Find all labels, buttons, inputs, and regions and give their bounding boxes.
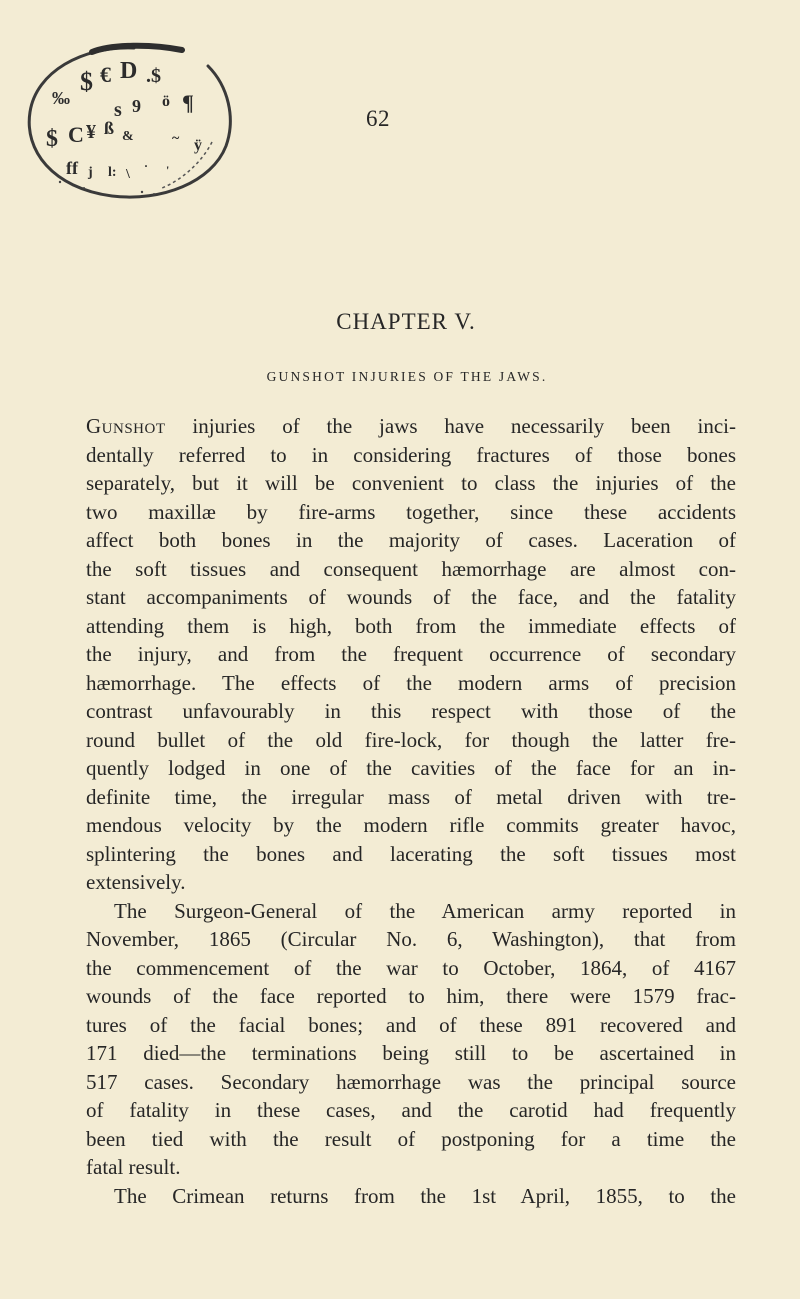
text-line: tures of the facial bones; and of these 891 recovered and [86,1012,736,1037]
text-line: wounds of the face reported to him, there were 1579 frac- [86,984,736,1008]
text-line: stant accompaniments of wounds of the face, and the fatality [86,585,736,609]
svg-text:': ' [166,163,170,177]
svg-text:.$: .$ [146,65,161,87]
library-stamp [22,42,240,200]
text-line: extensively. [86,870,186,894]
svg-text:ÿ: ÿ [194,137,202,154]
text-line: round bullet of the old fire-lock, for though the latter fre- [86,727,736,752]
text-line: been tied with the result of postponing for a time the [86,1126,736,1151]
text-line: dentally referred to in considering fractures of those bones [86,442,736,467]
text-line: contrast unfavourably in this respect with those of the [86,699,736,723]
text-line: two maxillæ by fire-arms together, since these accidents [86,499,736,524]
body-text [86,412,736,1210]
text-line: attending them is high, both from the immediate effects of [86,613,736,638]
svg-text:‰: ‰ [52,88,70,108]
text-line: Gunshot injuries of the jaws have necessarily been inci- [86,414,736,438]
text-line: the injury, and from the frequent occurrence of secondary [86,642,736,666]
text-line: separately, but it will be convenient to class the injuries of the [86,471,736,495]
svg-text:¥: ¥ [86,121,96,143]
text-line: The Crimean returns from the 1st April, 1855, to the [114,1183,736,1208]
chapter-subtitle: GUNSHOT INJURIES OF THE JAWS. [266,369,548,384]
text-line: definite time, the irregular mass of metal driven with tre- [86,784,736,809]
text-line: the soft tissues and consequent hæmorrhage are almost con- [86,556,736,581]
svg-text:$: $ [46,126,58,152]
lead-word: Gunshot [86,414,166,438]
svg-text:C: C [68,122,84,147]
svg-text:&: & [122,129,134,144]
text-line: affect both bones in the majority of cases. Laceration of [86,528,736,552]
text-line: quently lodged in one of the cavities of the face for an in- [86,756,736,780]
text-line: 171 died—the terminations being still to be ascertained in [86,1041,736,1065]
svg-text:€: € [100,62,111,87]
svg-text:\: \ [126,167,130,182]
svg-text:s: s [114,99,122,121]
text-line: 517 cases. Secondary hæmorrhage was the principal source [86,1069,736,1094]
svg-text:$: $ [80,67,93,96]
svg-text:9: 9 [132,96,141,116]
svg-text:j: j [88,165,93,180]
svg-text:l:: l: [108,165,117,180]
text-line: of fatality in these cases, and the carotid had frequently [86,1098,736,1122]
svg-text:·: · [144,159,149,173]
text-line: mendous velocity by the modern rifle commits greater havoc, [86,813,736,837]
page-number: 62 [366,106,390,131]
svg-text:ß: ß [104,118,115,138]
svg-text:ö: ö [162,93,170,110]
text-line: The Surgeon-General of the American army reported in [114,898,736,923]
svg-text:ff: ff [66,158,78,178]
svg-text:D: D [120,58,138,84]
chapter-title: CHAPTER V. [336,309,476,334]
svg-text:~: ~ [172,131,180,146]
text-line: splintering the bones and lacerating the soft tissues most [86,841,736,866]
svg-text:¶: ¶ [182,90,194,115]
text-line: hæmorrhage. The effects of the modern arms of precision [86,670,736,695]
text-line: the commencement of the war to October, 1864, of 4167 [86,955,736,980]
text-line: fatal result. [86,1155,181,1179]
text-line: November, 1865 (Circular No. 6, Washington), that from [86,927,736,951]
